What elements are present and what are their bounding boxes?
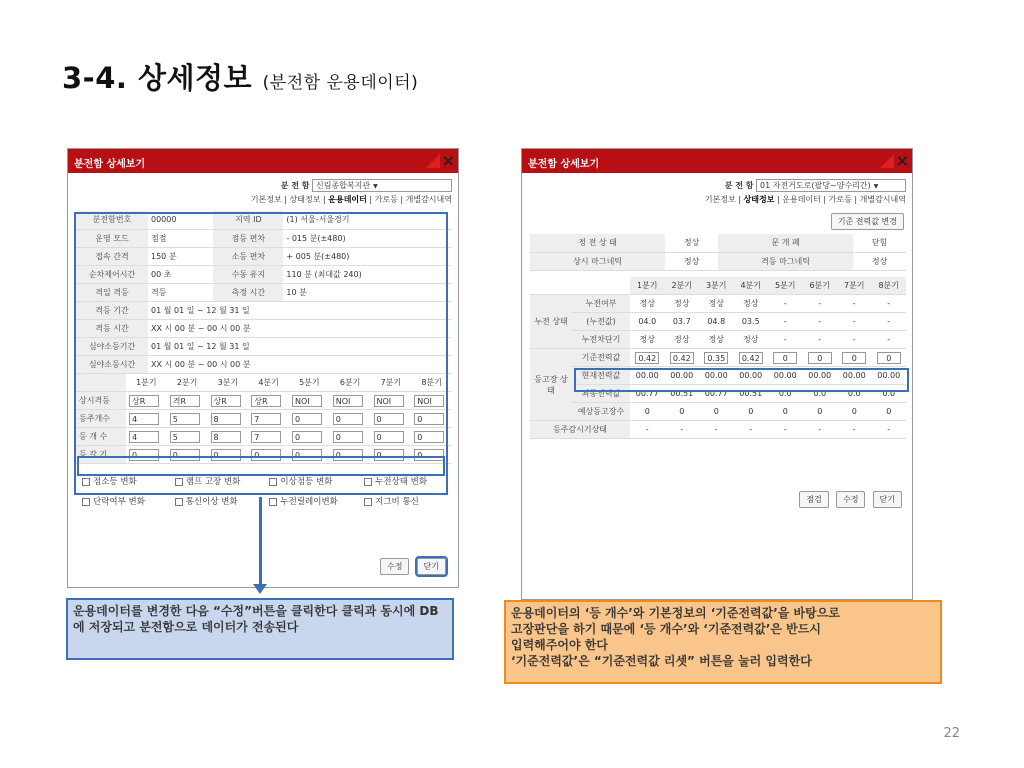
quarter-value: 00.00 (670, 371, 694, 380)
quarter-input[interactable]: 4 (129, 413, 159, 425)
quarter-value: 0 (644, 407, 650, 416)
quarter-label: 4분기 (734, 277, 769, 295)
status-row (530, 234, 906, 252)
reference-power-input[interactable]: 0.42 (739, 352, 763, 364)
quarter-cell (630, 349, 665, 367)
setting-label: 점등 편차 (213, 229, 283, 247)
status-label: 정 전 상 태 (530, 234, 665, 252)
checkbox-icon[interactable] (82, 498, 90, 506)
quarter-cell (665, 403, 700, 421)
quarter-cell (665, 295, 700, 313)
quarter-value: 0 (713, 407, 719, 416)
quarter-cell (699, 313, 734, 331)
quarter-value: 00.00 (877, 371, 901, 380)
quarter-cell (699, 403, 734, 421)
nav-streetlight[interactable]: 가로등 (828, 195, 852, 204)
monitor-value: - (872, 421, 907, 439)
quarter-input[interactable]: NOI (333, 395, 363, 407)
quarter-input[interactable]: 0 (333, 431, 363, 443)
quarter-value: 00.00 (635, 371, 659, 380)
panel-select-row (522, 179, 912, 192)
panel-label: 분 전 함 (724, 181, 754, 190)
right-dialog-header (522, 149, 912, 173)
close-icon[interactable]: × (895, 151, 909, 170)
monitor-label: 등주감시기상태 (530, 421, 630, 439)
quarter-value: 정상 (743, 335, 759, 344)
quarter-label: 1분기 (126, 374, 167, 392)
quarter-input[interactable]: 5 (170, 413, 200, 425)
left-dialog-title: 분전함 상세보기 (74, 159, 146, 170)
quarter-cell (630, 295, 665, 313)
quarter-cell (872, 403, 907, 421)
quarter-input[interactable]: 0 (414, 413, 444, 425)
right-note-line: 입력해주어야 한다 (511, 638, 608, 652)
left-nav: 기본정보 | 상태정보 | 운용데이터 | 가로등 | 개별감시내역 (250, 195, 452, 204)
save-button[interactable]: 수정 (380, 558, 409, 575)
slide-subtitle: (분전함 운용데이터) (262, 73, 419, 93)
reference-power-highlight (574, 368, 909, 392)
nav-operation[interactable]: 운용데이터 (328, 195, 367, 204)
checkbox-label: 통신이상 변화 (185, 497, 238, 507)
setting-value[interactable]: + 005 분(±480) (283, 247, 452, 265)
reference-power-input[interactable]: 0.42 (635, 352, 659, 364)
nav-monitor[interactable]: 개별감시내역 (859, 195, 906, 204)
quarter-input[interactable]: 7 (251, 431, 281, 443)
quarter-value: - (783, 335, 787, 344)
quarter-cell (630, 313, 665, 331)
quarter-cell (699, 331, 734, 349)
quarter-cell (768, 349, 803, 367)
reference-power-input[interactable]: 0 (842, 352, 866, 364)
quarter-cell (734, 349, 769, 367)
checkbox-icon[interactable] (269, 498, 277, 506)
setting-label: 격등 기간 (76, 301, 148, 319)
quarter-value: 0.0 (778, 389, 792, 398)
quarter-input[interactable]: 0 (170, 449, 200, 461)
close-icon[interactable]: × (441, 151, 455, 170)
quarter-cell (768, 403, 803, 421)
quarter-value: 04.0 (638, 317, 657, 326)
nav-monitor[interactable]: 개별감시내역 (405, 195, 452, 204)
setting-value[interactable]: 150 분 (148, 247, 213, 265)
quarter-input[interactable]: 8 (211, 431, 241, 443)
quarter-value: 00.77 (704, 389, 728, 398)
nav-operation[interactable]: 운용데이터 (782, 195, 821, 204)
save-button[interactable]: 수정 (836, 491, 865, 508)
quarter-cell (872, 313, 907, 331)
row-label: 누전차단기 (572, 331, 630, 349)
quarter-cell (837, 349, 872, 367)
row-label: 기준전력값 (572, 349, 630, 367)
quarter-input[interactable]: 0 (333, 449, 363, 461)
quarter-cell (768, 313, 803, 331)
quarter-row-label: 등 갈 기 (76, 446, 126, 464)
setting-value[interactable]: 점점 (148, 229, 213, 247)
setting-label: 순차제어시간 (76, 265, 148, 283)
reference-power-input[interactable]: 0 (808, 352, 832, 364)
quarter-input[interactable]: NOI (292, 395, 322, 407)
nav-basic[interactable]: 기본정보 (250, 195, 282, 204)
right-nav: 기본정보 | 상태정보 | 운용데이터 | 가로등 | 개별감시내역 (704, 195, 906, 204)
quarter-label: 5분기 (768, 277, 803, 295)
quarter-value: - (852, 335, 856, 344)
quarter-cell (803, 313, 838, 331)
quarter-value: 00.00 (704, 371, 728, 380)
monitor-value: - (699, 421, 734, 439)
quarter-label: 2분기 (665, 277, 700, 295)
right-note-line: 운용데이터의 ‘등 개수’와 기본정보의 ‘기준전력값’을 바탕으로 (511, 606, 840, 620)
row-label: 최종전력값 (572, 385, 630, 403)
quarter-input[interactable]: 5 (170, 431, 200, 443)
right-note (504, 600, 942, 684)
quarter-input[interactable]: 0 (333, 413, 363, 425)
checkbox-item[interactable] (364, 492, 419, 512)
setting-value[interactable]: 10 분 (283, 283, 452, 301)
setting-label: 접속 간격 (76, 247, 148, 265)
quarter-cell (872, 331, 907, 349)
group-label: 누전 상태 (530, 295, 572, 349)
quarter-cell (872, 295, 907, 313)
quarter-input[interactable]: 0 (211, 449, 241, 461)
quarter-value: 정상 (708, 335, 724, 344)
quarter-input[interactable]: 상R (211, 395, 241, 407)
quarter-label: 8분기 (411, 374, 452, 392)
quarter-row-label: 등주개수 (76, 410, 126, 428)
reference-power-input[interactable]: 0 (773, 352, 797, 364)
quarter-cell (630, 403, 665, 421)
checkbox-icon[interactable] (364, 498, 372, 506)
quarter-value: - (818, 317, 822, 326)
setting-value[interactable]: 격등 (148, 283, 213, 301)
setting-value[interactable]: (1) 서울-서울경기 (283, 211, 452, 229)
quarter-label: 6분기 (803, 277, 838, 295)
quarter-value: - (818, 335, 822, 344)
panel-label: 분 전 함 (280, 181, 310, 190)
quarter-input[interactable]: NOI (414, 395, 444, 407)
quarter-input[interactable]: 0 (414, 449, 444, 461)
setting-value[interactable]: 01 월 01 일 ~ 12 월 31 일 (148, 301, 452, 319)
quarter-value: 정상 (743, 299, 759, 308)
status-value: 정상 (853, 252, 906, 270)
quarter-cell (665, 349, 700, 367)
close-button[interactable]: 닫기 (417, 558, 446, 575)
page-number: 22 (943, 726, 960, 741)
nav-status[interactable]: 상태정보 (289, 195, 321, 204)
quarter-value: 00.77 (635, 389, 659, 398)
quarter-value: 00.00 (808, 371, 832, 380)
quarter-label: 3분기 (699, 277, 734, 295)
checkbox-label: 누전상태 변화 (375, 477, 428, 487)
quarter-status-row (530, 349, 906, 367)
panel-select[interactable]: 01 자전거도로(팔당~양수리간) ▼ (756, 179, 906, 192)
status-value: 정상 (665, 252, 718, 270)
lamp-count-highlight (77, 456, 445, 476)
quarter-input[interactable]: 7 (251, 413, 281, 425)
setting-label: 심야소등기간 (76, 337, 148, 355)
reference-power-input[interactable]: 0 (877, 352, 901, 364)
header-accent-icon (880, 154, 894, 168)
close-button[interactable]: 닫기 (873, 491, 902, 508)
quarter-header-row (530, 277, 906, 295)
quarter-cell (699, 295, 734, 313)
quarter-value: 03.7 (672, 317, 691, 326)
setting-value[interactable]: 01 월 01 일 ~ 12 월 31 일 (148, 337, 452, 355)
status-value: 닫힘 (853, 234, 906, 252)
group-label: 등고장 상태 (530, 349, 572, 421)
quarter-input[interactable]: 0 (292, 413, 322, 425)
status-label: 문 개 폐 (718, 234, 853, 252)
quarter-cell (734, 295, 769, 313)
quarter-row-label: 등 개 수 (76, 428, 126, 446)
right-note-line: 고장판단을 하기 때문에 ‘등 개수’와 ‘기준전력값’은 반드시 (511, 622, 821, 636)
quarter-value: 0.0 (882, 389, 896, 398)
monitor-value: - (665, 421, 700, 439)
quarter-value: - (887, 317, 891, 326)
reference-power-input[interactable]: 0.35 (704, 352, 728, 364)
quarter-input[interactable]: 상R (251, 395, 281, 407)
slide-title (62, 56, 418, 97)
quarter-value: 00.00 (773, 371, 797, 380)
slide-title-main: 3-4. 상세정보 (62, 61, 253, 95)
quarter-value: 00.51 (739, 389, 763, 398)
checkbox-item[interactable] (269, 492, 361, 512)
checkbox-row-2 (82, 492, 458, 512)
quarter-cell (630, 331, 665, 349)
quarter-input[interactable]: 0 (374, 431, 404, 443)
check-button[interactable]: 점검 (799, 491, 828, 508)
quarter-value: 0 (817, 407, 823, 416)
quarter-cell (803, 349, 838, 367)
quarter-value: - (852, 299, 856, 308)
checkbox-label: 단락여부 변화 (93, 497, 145, 507)
right-dialog-title: 분전함 상세보기 (528, 159, 600, 170)
setting-label: 격일 격등 (76, 283, 148, 301)
quarter-input[interactable]: 격R (170, 395, 200, 407)
setting-label: 소등 편차 (213, 247, 283, 265)
quarter-input[interactable]: 0 (374, 449, 404, 461)
quarter-value: 00.00 (739, 371, 763, 380)
quarter-value: 정상 (708, 299, 724, 308)
quarter-value: 0.0 (847, 389, 861, 398)
quarter-cell (665, 313, 700, 331)
setting-value[interactable]: XX 시 00 분 ~ 00 시 00 분 (148, 355, 452, 373)
checkbox-icon[interactable] (175, 498, 183, 506)
quarter-status-row (530, 295, 906, 313)
quarter-label: 2분기 (167, 374, 208, 392)
quarter-label: 5분기 (289, 374, 330, 392)
reset-row (522, 209, 912, 230)
quarter-value: 정상 (639, 335, 655, 344)
quarter-value: 0 (679, 407, 685, 416)
quarter-cell (734, 331, 769, 349)
setting-label: 격등 시간 (76, 319, 148, 337)
quarter-input[interactable]: 8 (211, 413, 241, 425)
nav-basic[interactable]: 기본정보 (704, 195, 736, 204)
quarter-cell (837, 313, 872, 331)
arrow-line (259, 497, 262, 587)
monitor-value: - (630, 421, 665, 439)
reset-power-button[interactable]: 기준 전력값 변경 (831, 213, 904, 230)
status-value: 정상 (665, 234, 718, 252)
quarter-value: 0 (886, 407, 892, 416)
reference-power-input[interactable]: 0.42 (670, 352, 694, 364)
quarter-label: 4분기 (248, 374, 289, 392)
checkbox-label: 지그비 통신 (375, 497, 419, 507)
quarter-label: 7분기 (371, 374, 412, 392)
quarter-value: 0.0 (813, 389, 827, 398)
monitor-value: - (768, 421, 803, 439)
setting-value[interactable]: 00000 (148, 211, 213, 229)
quarter-label: 1분기 (630, 277, 665, 295)
quarter-input[interactable]: 0 (292, 431, 322, 443)
left-dialog-header (68, 149, 458, 173)
quarter-value: - (887, 335, 891, 344)
quarter-value: - (783, 317, 787, 326)
quarter-value: 04.8 (707, 317, 726, 326)
quarter-row-label: 상시격등 (76, 392, 126, 410)
setting-value[interactable]: 00 초 (148, 265, 213, 283)
quarter-value: 정상 (639, 299, 655, 308)
row-label: 누전여부 (572, 295, 630, 313)
nav-status[interactable]: 상태정보 (743, 195, 775, 204)
quarter-input[interactable]: 0 (292, 449, 322, 461)
setting-label: 지역 ID (213, 211, 283, 229)
quarter-cell (803, 403, 838, 421)
checkbox-item[interactable] (175, 492, 267, 512)
quarter-input[interactable]: 상R (129, 395, 159, 407)
quarter-value: 0 (851, 407, 857, 416)
quarter-cell (837, 403, 872, 421)
settings-highlight (74, 212, 448, 495)
status-table (530, 234, 906, 271)
quarter-cell (803, 331, 838, 349)
quarter-cell (768, 295, 803, 313)
setting-value[interactable]: 110 분 (최대값 240) (283, 265, 452, 283)
nav-streetlight[interactable]: 가로등 (374, 195, 398, 204)
quarter-label: 3분기 (208, 374, 249, 392)
quarter-value: 03.5 (741, 317, 760, 326)
checkbox-label: 램프 고장 변화 (185, 477, 241, 487)
quarter-value: - (852, 317, 856, 326)
quarter-value: - (783, 299, 787, 308)
quarter-value: - (818, 299, 822, 308)
quarter-value: 00.51 (670, 389, 694, 398)
left-note (66, 598, 454, 660)
status-row (530, 252, 906, 270)
arrow-down-icon (253, 584, 267, 594)
monitor-value: - (837, 421, 872, 439)
left-buttons (378, 554, 446, 575)
right-buttons (797, 487, 902, 508)
quarter-value: 정상 (674, 299, 690, 308)
checkbox-label: 누전릴레이변화 (280, 497, 338, 507)
quarter-cell (699, 349, 734, 367)
header-accent-icon (426, 154, 440, 168)
monitor-value: - (803, 421, 838, 439)
quarter-status-row (530, 403, 906, 421)
monitor-row (530, 421, 906, 439)
quarter-input[interactable]: 0 (251, 449, 281, 461)
quarter-value: 0 (748, 407, 754, 416)
quarter-cell (665, 331, 700, 349)
quarter-status-row (530, 331, 906, 349)
quarter-status-table (530, 277, 906, 440)
quarter-cell (837, 295, 872, 313)
quarter-cell (768, 331, 803, 349)
checkbox-item[interactable] (82, 492, 172, 512)
setting-value[interactable]: - 015 분(±480) (283, 229, 452, 247)
checkbox-label: 점소등 변화 (93, 477, 137, 487)
quarter-input[interactable]: NOI (374, 395, 404, 407)
quarter-label: 8분기 (872, 277, 907, 295)
setting-label: 심야소등시간 (76, 355, 148, 373)
quarter-input[interactable]: 0 (374, 413, 404, 425)
left-note-text: 운용데이터를 변경한 다음 “수정”버튼을 클릭한다 클릭과 동시에 DB에 저장되고 분전함으로 데이터가 전송된다 (73, 604, 439, 634)
quarter-cell (734, 403, 769, 421)
quarter-value: 00.00 (842, 371, 866, 380)
quarter-status-row (530, 313, 906, 331)
right-note-line: ‘기준전력값’은 “기준전력값 리셋” 버튼을 눌러 입력한다 (511, 654, 812, 668)
quarter-value: - (887, 299, 891, 308)
panel-select[interactable]: 신림종합복지관 ▼ (312, 179, 452, 192)
setting-label: 수동 유지 (213, 265, 283, 283)
setting-value[interactable]: XX 시 00 분 ~ 00 시 00 분 (148, 319, 452, 337)
quarter-cell (734, 313, 769, 331)
quarter-cell (872, 349, 907, 367)
status-label: 상시 마그네틱 (530, 252, 665, 270)
setting-label: 분전함번호 (76, 211, 148, 229)
quarter-value: 0 (782, 407, 788, 416)
status-label: 격등 마그네틱 (718, 252, 853, 270)
quarter-input[interactable]: 4 (129, 431, 159, 443)
quarter-label: 6분기 (330, 374, 371, 392)
quarter-input[interactable]: 0 (129, 449, 159, 461)
setting-label: 운영 모드 (76, 229, 148, 247)
row-label: (누전값) (572, 313, 630, 331)
monitor-value: - (734, 421, 769, 439)
quarter-value: 정상 (674, 335, 690, 344)
setting-label: 측정 시간 (213, 283, 283, 301)
panel-select-row (68, 179, 458, 192)
quarter-input[interactable]: 0 (414, 431, 444, 443)
checkbox-label: 이상점등 변화 (280, 477, 333, 487)
quarter-label: 7분기 (837, 277, 872, 295)
quarter-cell (837, 331, 872, 349)
row-label: 현재전력값 (572, 367, 630, 385)
row-label: 예상등고장수 (572, 403, 630, 421)
quarter-cell (803, 295, 838, 313)
